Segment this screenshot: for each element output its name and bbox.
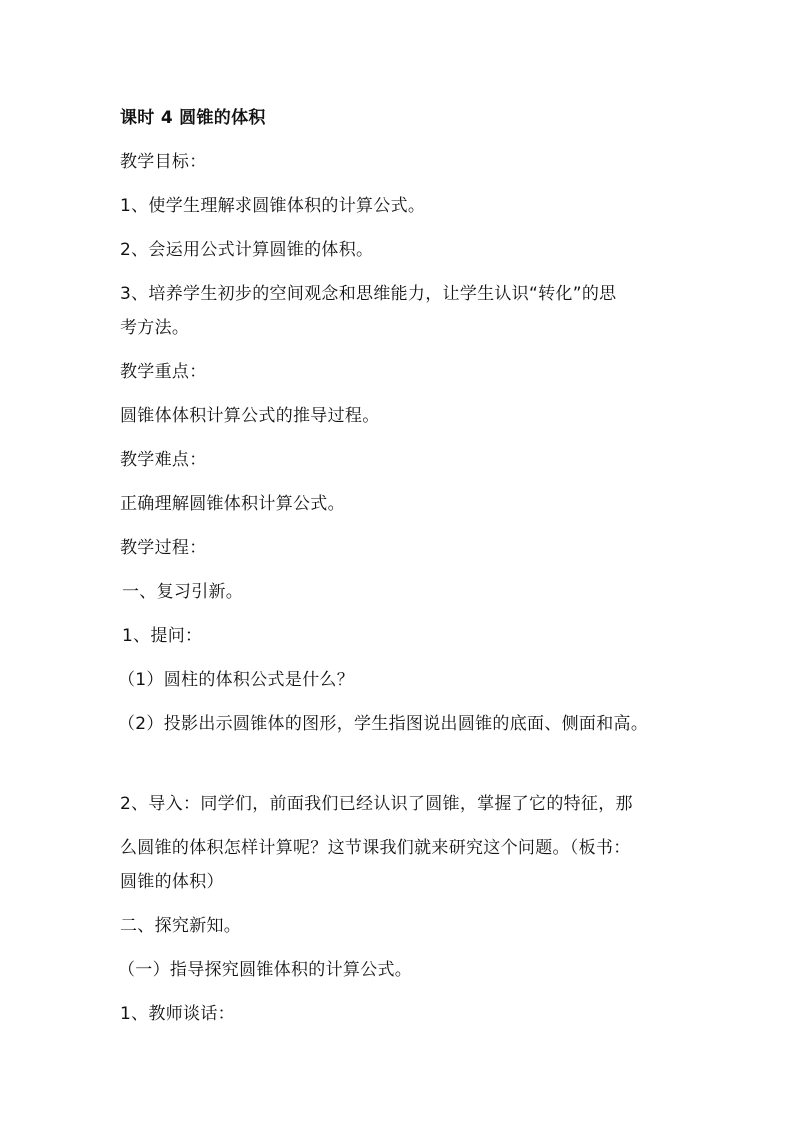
teaching-goals-heading: 教学目标： [120,152,207,172]
page-title: 课时 4 圆锥的体积 [120,108,266,128]
section-2-heading: 二、探究新知。 [120,916,242,936]
question-2: （2）投影出示圆锥体的图形，学生指图说出圆锥的底面、侧面和高。 [118,714,649,734]
goal-2: 2、会运用公式计算圆锥的体积。 [120,240,374,260]
introduction-line-3: 圆锥的体积） [120,872,224,892]
introduction-line-1: 2、导入：同学们，前面我们已经认识了圆锥，掌握了它的特征，那 [120,794,633,814]
process-heading: 教学过程： [120,538,207,558]
introduction-line-2: 么圆锥的体积怎样计算呢？这节课我们就来研究这个问题。（板书： [120,838,631,858]
goal-1: 1、使学生理解求圆锥体积的计算公式。 [120,196,426,216]
difficulty-text: 正确理解圆锥体积计算公式。 [120,494,345,514]
subsection-1-heading: （一）指导探究圆锥体积的计算公式。 [118,960,413,980]
section-1-heading: 一、复习引新。 [122,582,244,602]
goal-3: 3、培养学生初步的空间观念和思维能力，让学生认识“转化”的思 [120,284,617,304]
key-points-text: 圆锥体体积计算公式的推导过程。 [120,406,380,426]
question-1: （1）圆柱的体积公式是什么？ [118,670,355,690]
difficulty-heading: 教学难点： [120,450,207,470]
goal-3-continued: 考方法。 [120,318,190,338]
key-points-heading: 教学重点： [120,362,207,382]
question-item: 1、提问： [122,626,203,646]
teacher-talk-heading: 1、教师谈话： [120,1004,235,1024]
